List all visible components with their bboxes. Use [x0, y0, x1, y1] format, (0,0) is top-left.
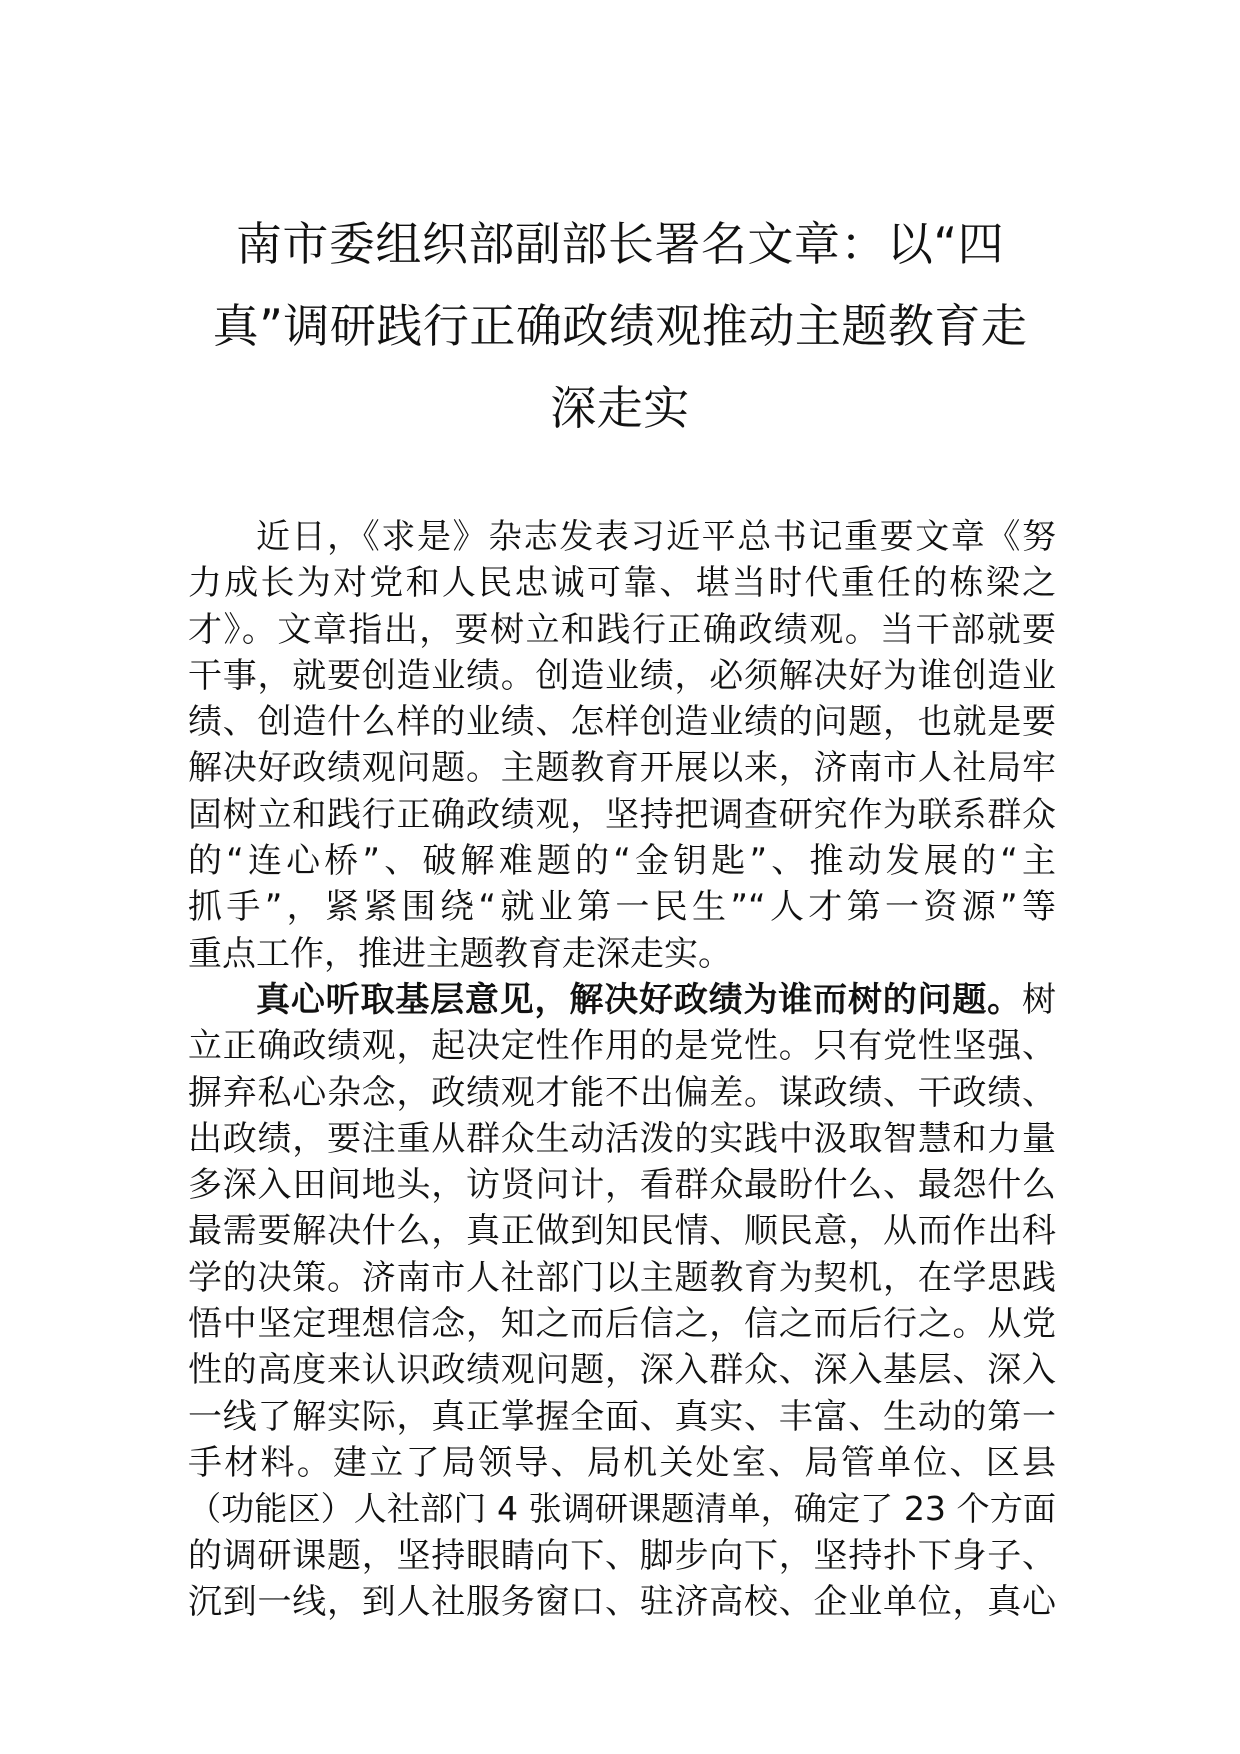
text-line: 力成长为对党和人民忠诚可靠、堪当时代重任的栋梁之 — [188, 563, 1056, 604]
text-line: 干事，就要创造业绩。创造业绩，必须解决好为谁创造业 — [188, 655, 1056, 696]
text-line: 解决好政绩观问题。主题教育开展以来，济南市人社局牢 — [188, 748, 1056, 789]
text-line: 抓手”，紧紧围绕“就业第一民生”“人才第一资源”等 — [188, 887, 1056, 928]
text-line: 一线了解实际，真正掌握全面、真实、丰富、生动的第一 — [188, 1396, 1056, 1437]
article-body — [188, 514, 1056, 1625]
text-fragment: 树 — [1022, 979, 1056, 1020]
text-line: 学的决策。济南市人社部门以主题教育为契机，在学思践 — [188, 1257, 1056, 1298]
article-title — [200, 203, 1040, 449]
paragraph-intro — [188, 514, 1056, 977]
text-line — [188, 977, 1056, 1023]
text-line: 近日，《求是》杂志发表习近平总书记重要文章《努 — [256, 517, 1056, 557]
text-line: 性的高度来认识政绩观问题，深入群众、深入基层、深入 — [188, 1350, 1056, 1391]
text-line: 摒弃私心杂念，政绩观才能不出偏差。谋政绩、干政绩、 — [188, 1072, 1056, 1113]
text-line: 最需要解决什么，真正做到知民情、顺民意，从而作出科 — [188, 1211, 1056, 1252]
title-line: 南市委组织部副部长署名文章：以“四 — [235, 217, 1005, 271]
text-line: 的“连心桥”、破解难题的“金钥匙”、推动发展的“主 — [188, 841, 1056, 882]
text-line: 沉到一线，到人社服务窗口、驻济高校、企业单位，真心 — [188, 1581, 1056, 1622]
title-line: 深走实 — [550, 381, 690, 435]
title-line: 真”调研践行正确政绩观推动主题教育走 — [212, 299, 1028, 353]
text-line: （功能区）人社部门 4 张调研课题清单，确定了 23 个方面 — [188, 1489, 1056, 1529]
text-line: 固树立和践行正确政绩观，坚持把调查研究作为联系群众 — [188, 794, 1056, 835]
text-line: 才》。文章指出，要树立和践行正确政绩观。当干部就要 — [188, 609, 1056, 650]
text-line: 悟中坚定理想信念，知之而后信之，信之而后行之。从党 — [188, 1304, 1056, 1345]
paragraph-section-1 — [188, 977, 1056, 1625]
text-line: 出政绩，要注重从群众生动活泼的实践中汲取智慧和力量 — [188, 1118, 1056, 1159]
text-line: 绩、创造什么样的业绩、怎样创造业绩的问题，也就是要 — [188, 702, 1056, 743]
text-line: 手材料。建立了局领导、局机关处室、局管单位、区县 — [188, 1442, 1056, 1483]
text-line: 立正确政绩观，起决定性作用的是党性。只有党性坚强、 — [188, 1026, 1056, 1067]
text-line: 多深入田间地头，访贤问计，看群众最盼什么、最怨什么 — [188, 1165, 1056, 1206]
text-line: 重点工作，推进主题教育走深走实。 — [188, 933, 732, 974]
section-heading: 真心听取基层意见，解决好政绩为谁而树的问题。 — [256, 979, 1022, 1020]
text-line: 的调研课题，坚持眼睛向下、脚步向下，坚持扑下身子、 — [188, 1535, 1056, 1576]
